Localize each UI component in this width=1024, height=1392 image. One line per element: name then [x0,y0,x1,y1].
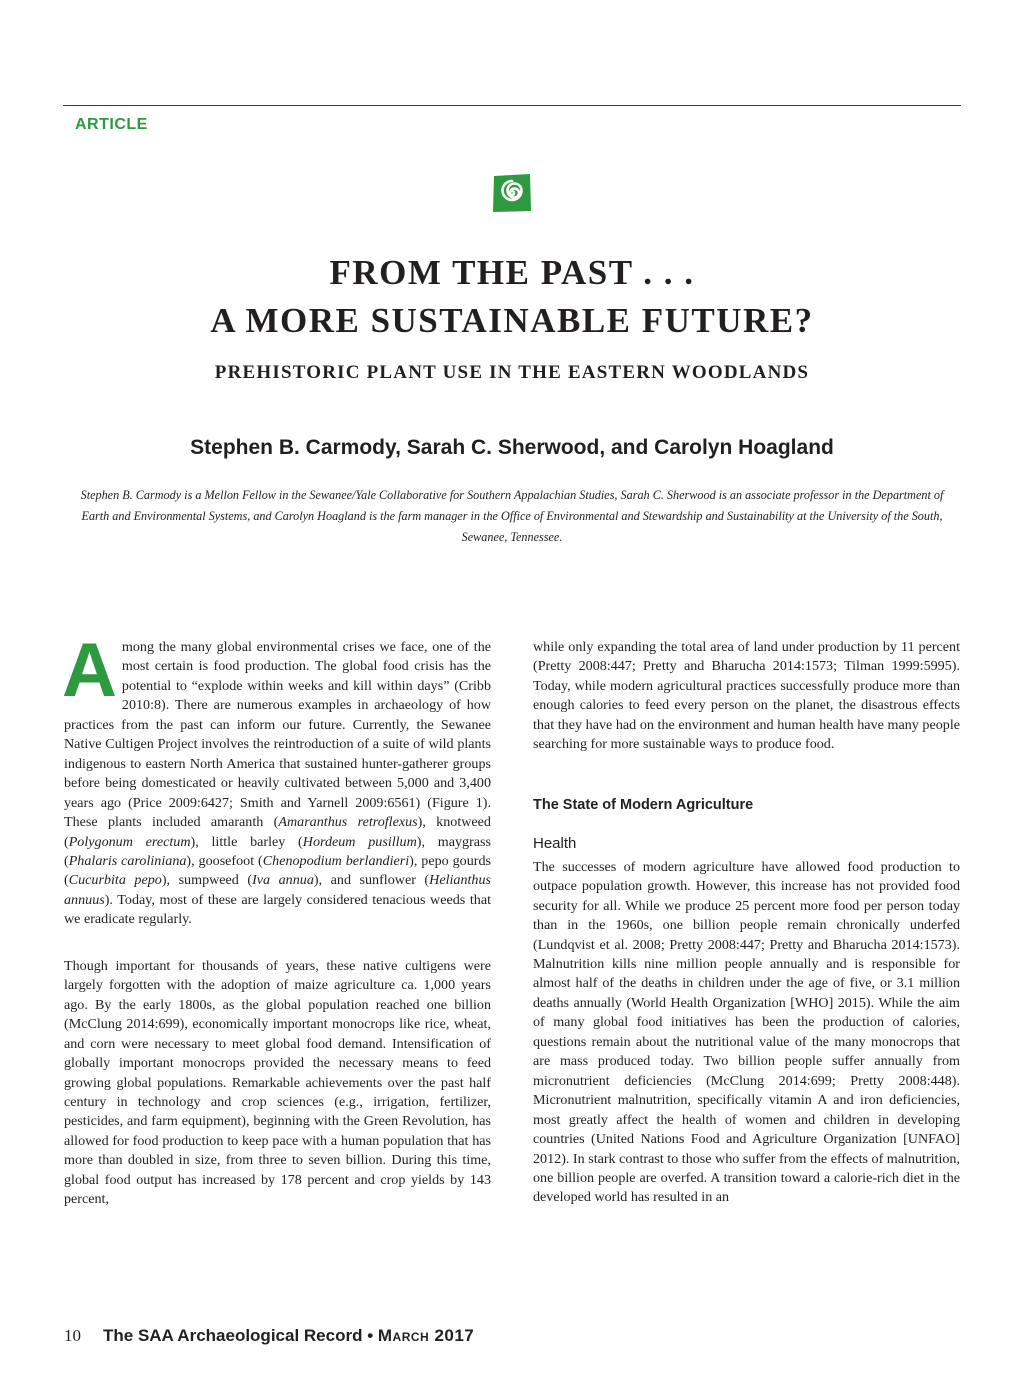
paragraph-3: while only expanding the total area of land under production by 11 percent (Pretty 2008:447; Pretty and Bharucha 2014:1573; Tilman 1999:5995). Today, while modern agricultural practices successfully produce more than enough calories to feed every person on the planet, the disastrous effects that they have had on the environment and human health have many people searching for more sustainable ways to produce food. [533,639,960,753]
text-run: ), knotweed ( [64,814,491,850]
species-name: Chenopodium berlandieri [262,852,410,869]
left-column [62,628,491,1210]
paragraph-2: Though important for thousands of years, these native cultigens were largely forgotten with the adoption of maize agriculture ca. 1,000 years ago. By the early 1800s, as the global population reached one billion (McClung 2014:699), economically important monocrops like rice, wheat, and corn were necessary to meet global food demand. Intensification of globally important monocrops provided the necessary means to feed growing global populations. Remarkable achievements over the past half century in technology and crop sciences (e.g., irrigation, fertilizer, pesticides, and farm equipment), beginning with the Green Revolution, has allowed for food production to keep pace with a human population that has more than doubled in size, from three to seven billion. During this time, global food output has increased by 178 percent and crop yields by 143 percent, [64,957,491,1208]
journal-name: The SAA Archaeological Record [103,1326,363,1345]
footer-bullet: • [367,1326,374,1345]
author-bio: Stephen B. Carmody is a Mellon Fellow in the Sewanee/Yale Collaborative for Southern Appalachian Studies, Sarah C. Sherwood is an associate professor in the Department of Earth and Environmental Systems, and Carolyn Hoagland is the farm manager in the Office of Environmental and Stewardship and Sustainability at the University of the South, Sewanee, Tennessee. [80,488,944,544]
article-title-line-2: A MORE SUSTAINABLE FUTURE? [210,301,814,340]
text-run: ), goosefoot ( [186,852,263,869]
header-rule [63,105,961,106]
paragraph-gap [64,930,491,957]
species-name: Hordeum pusillum [302,833,417,850]
article-subtitle: PREHISTORIC PLANT USE IN THE EASTERN WOODLANDS [214,362,810,383]
page-number: 10 [64,1326,81,1345]
text-run: ), pepo gourds ( [64,852,491,889]
issue-date: March 2017 [377,1326,475,1345]
text-run: ), maygrass ( [64,833,491,869]
page-footer [64,1326,474,1346]
species-name: Helianthus annuus [64,872,491,908]
drop-cap: A [62,628,117,713]
subsection-heading: Health [533,834,577,852]
text-run: ), sumpweed ( [161,872,253,889]
species-name: Amaranthus retroflexus [278,814,418,831]
section-heading: The State of Modern Agriculture [533,796,754,813]
text-run: ), little barley ( [190,833,303,850]
text-run: mong the many global environmental crises we face, one of the most certain is food production. The global food crisis has the potential to “explode within weeks and kill within days” (Cribb 2010:8). There are numerous examples in archaeology of how practices from the past can inform our future. Currently, the Sewanee Native Cultigen Project involves the reintroduction of a suite of wild plants indigenous to eastern North America that sustained hunter-gatherer groups before being domesticated or heavily cultivated between 5,000 and 3,400 years ago (Price 2009:6427; Smith and Yarnell 2009:6561) (Figure 1). These plants included amaranth ( [64,639,491,831]
species-name: Cucurbita pepo [68,872,162,889]
spiral-icon [491,172,533,214]
species-name: Phalaris caroliniana [68,852,187,869]
section-label: ARTICLE [75,116,148,133]
author-list: Stephen B. Carmody, Sarah C. Sherwood, and Carolyn Hoagland [190,436,834,459]
right-column [533,638,960,1208]
species-name: Polygonum erectum [68,833,191,850]
text-run: ). Today, most of these are largely considered tenacious weeds that we eradicate regularly. [64,891,491,928]
article-title-line-1: FROM THE PAST . . . [329,253,695,292]
paragraph-4: The successes of modern agriculture have allowed food production to outpace population growth. However, this increase has not provided food security for all. While we produce 25 percent more food per person today than in the 1960s, one billion people remain chronically underfed (Lundqvist et al. 2008; Pretty 2008:447; Pretty and Bharucha 2014:1573). Malnutrition kills nine million people annually and is responsible for almost half of the deaths in children under the age of five, or 3.1 million deaths annually (World Health Organization [WHO] 2015). While the aim of many global food initiatives has been the production of calories, questions remain about the nutritional value of the many monocrops that are mass produced today. Two billion people suffer annually from micronutrient deficiencies (McClung 2014:699; Pretty 2008:448). Micronutrient malnutrition, specifically vitamin A and iron deficiencies, most greatly affect the health of women and children in developing countries (United Nations Food and Agriculture Organization [UNFAO] 2012). In stark contrast to those who suffer from the effects of malnutrition, one billion people are overfed. A transition toward a calorie-rich diet in the developed world has resulted in an [533,858,960,1206]
paragraph-1 [62,628,491,930]
species-name: Iva annua [252,872,314,889]
text-run: ), and sunflower ( [313,872,430,889]
